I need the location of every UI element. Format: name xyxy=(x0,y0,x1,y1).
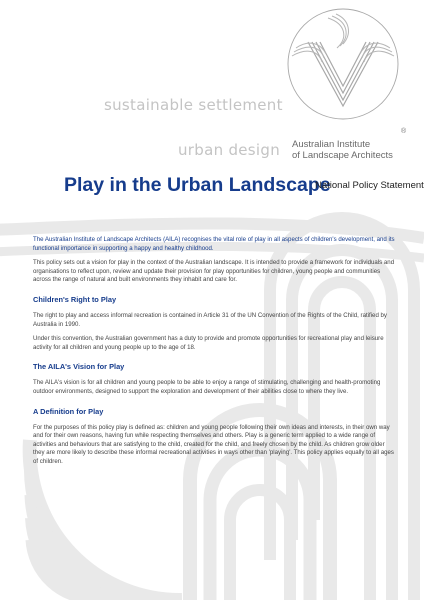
body-paragraph: For the purposes of this policy play is defined as: children and young people following their own ideas and interests, in their own way and for their own reasons, having fun while respecting themselves and others. Play is a generic term applied to a wide range of activities and behaviours that are satisfying to the child, created for the child, and freely chosen by the child. As children grow older they are more likely to describe these informal recreational activities in ways other than 'playing'. This policy applies equally to all ages of children. xyxy=(33,423,394,465)
organisation-name-line-1: Australian Institute xyxy=(292,139,371,150)
policy-body xyxy=(33,236,395,473)
body-paragraph: This policy sets out a vision for play in the context of the Australian landscape. It is intended to provide a framework for individuals and organisations to reflect upon, review and update their provision for play opportunities for children, young people and communities across the range of natural and built environments they inhabit and care for. xyxy=(33,259,395,284)
page-title: Play in the Urban Landscape xyxy=(64,174,331,196)
page-subtitle: National Policy Statement xyxy=(315,180,424,191)
aila-logo-icon xyxy=(288,9,398,119)
section-heading-rights: Children's Right to Play xyxy=(33,294,117,304)
registered-trademark: ® xyxy=(401,128,407,135)
section-heading-definition: A Definition for Play xyxy=(33,406,104,416)
body-paragraph: Under this convention, the Australian government has a duty to provide and promote opportunities for recreational play and leisure activity for all children and young people up to the age of 18. xyxy=(33,335,384,351)
intro-paragraph: The Australian Institute of Landscape Architects (AILA) recognises the vital role of play in all aspects of children's development, and its functional importance in supporting a happy and healthy childhood. xyxy=(33,236,395,252)
body-paragraph: The right to play and access informal recreation is contained in Article 31 of the UN Convention of the Rights of the Child, ratified by Australia in 1990. xyxy=(33,311,387,328)
section-heading-vision: The AILA's Vision for Play xyxy=(33,362,125,372)
organisation-name-line-2: of Landscape Architects xyxy=(292,150,393,161)
organisation-name xyxy=(292,139,393,161)
tagline-sustainable-settlement: sustainable settlement xyxy=(104,96,283,114)
tagline-urban-design: urban design xyxy=(178,141,281,159)
body-paragraph: The AILA's vision is for all children and young people to be able to enjoy a range of stimulating, challenging and health-promoting outdoor environments, designed to support the exploration and development of their abilities close to where they live. xyxy=(33,379,381,395)
